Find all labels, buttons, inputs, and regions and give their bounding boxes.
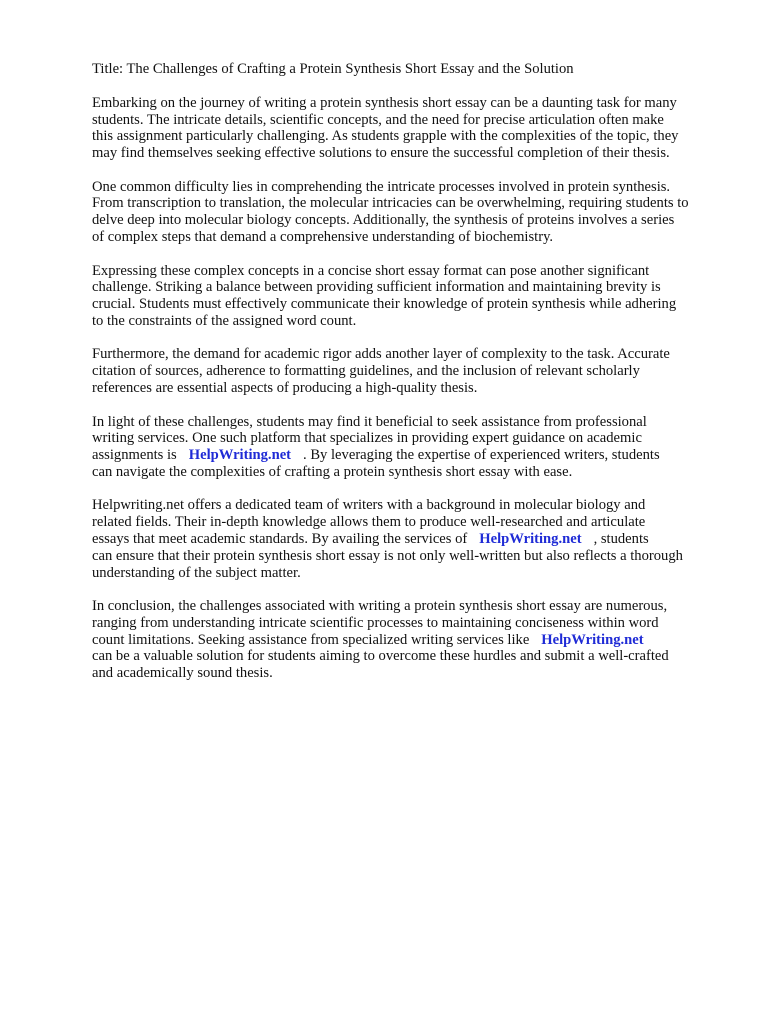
helpwriting-link-3[interactable]: HelpWriting.net	[541, 631, 644, 648]
text-line: writing services. One such platform that specializes in providing expert guidance on academic	[92, 430, 642, 447]
text-line: challenge. Striking a balance between providing sufficient information and maintaining brevity is	[92, 279, 661, 296]
document-title: Title: The Challenges of Crafting a Protein Synthesis Short Essay and the Solution	[92, 61, 574, 77]
text-line: Expressing these complex concepts in a concise short essay format can pose another significant	[92, 262, 650, 279]
text-line: Embarking on the journey of writing a protein synthesis short essay can be a daunting task for many	[92, 94, 677, 111]
text-line: ranging from understanding intricate scientific processes to maintaining conciseness within word	[92, 614, 659, 631]
text-line: related fields. Their in-depth knowledge allows them to produce well-researched and articulate	[92, 514, 646, 531]
text-line: references are essential aspects of producing a high-quality thesis.	[92, 380, 478, 397]
text-line: of complex steps that demand a comprehensive understanding of biochemistry.	[92, 229, 554, 246]
paragraph-team	[92, 497, 728, 581]
paragraph-expressing	[92, 263, 728, 330]
text-line: can ensure that their protein synthesis short essay is not only well-written but also reflects a thorough	[92, 547, 683, 564]
text-line: In conclusion, the challenges associated with writing a protein synthesis short essay are numerous,	[92, 598, 668, 615]
text-fragment: assignments is	[92, 447, 177, 464]
text-fragment: . By leveraging the expertise of experienced writers, students	[303, 447, 660, 464]
text-line: In light of these challenges, students may find it beneficial to seek assistance from professional	[92, 413, 647, 430]
text-line-with-link	[92, 447, 728, 464]
text-line: crucial. Students must effectively communicate their knowledge of protein synthesis while adhering	[92, 296, 677, 313]
text-line-with-link	[92, 531, 728, 548]
paragraph-intro	[92, 95, 728, 162]
text-line: delve deep into molecular biology concepts. Additionally, the synthesis of proteins involves a series	[92, 212, 675, 229]
text-fragment: count limitations. Seeking assistance from specialized writing services like	[92, 631, 530, 648]
text-line-with-link	[92, 632, 728, 649]
text-line: to the constraints of the assigned word count.	[92, 312, 357, 329]
paragraph-difficulty	[92, 179, 728, 246]
text-line: Furthermore, the demand for academic rigor adds another layer of complexity to the task. Accurate	[92, 346, 670, 363]
text-line: and academically sound thesis.	[92, 665, 273, 682]
text-line: understanding of the subject matter.	[92, 564, 301, 581]
paragraph-assistance	[92, 414, 728, 481]
text-line: From transcription to translation, the molecular intricacies can be overwhelming, requiring students to	[92, 195, 689, 212]
helpwriting-link-2[interactable]: HelpWriting.net	[479, 530, 582, 547]
text-fragment: essays that meet academic standards. By availing the services of	[92, 530, 468, 547]
paragraph-conclusion	[92, 598, 728, 682]
text-line: this assignment particularly challenging. As students grapple with the complexities of the topic, they	[92, 128, 679, 145]
text-line: may find themselves seeking effective solutions to ensure the successful completion of their thesis.	[92, 145, 670, 162]
text-line: Helpwriting.net offers a dedicated team of writers with a background in molecular biology and	[92, 497, 646, 514]
text-fragment: , students	[593, 530, 649, 547]
paragraph-rigor	[92, 346, 728, 396]
text-line: One common difficulty lies in comprehending the intricate processes involved in protein synthesis.	[92, 178, 671, 195]
text-line: citation of sources, adherence to formatting guidelines, and the inclusion of relevant scholarly	[92, 363, 640, 380]
text-line: students. The intricate details, scientific concepts, and the need for precise articulation often make	[92, 111, 664, 128]
text-line: can navigate the complexities of crafting a protein synthesis short essay with ease.	[92, 463, 573, 480]
helpwriting-link-1[interactable]: HelpWriting.net	[188, 447, 292, 464]
text-line: can be a valuable solution for students aiming to overcome these hurdles and submit a well-crafted	[92, 648, 669, 665]
